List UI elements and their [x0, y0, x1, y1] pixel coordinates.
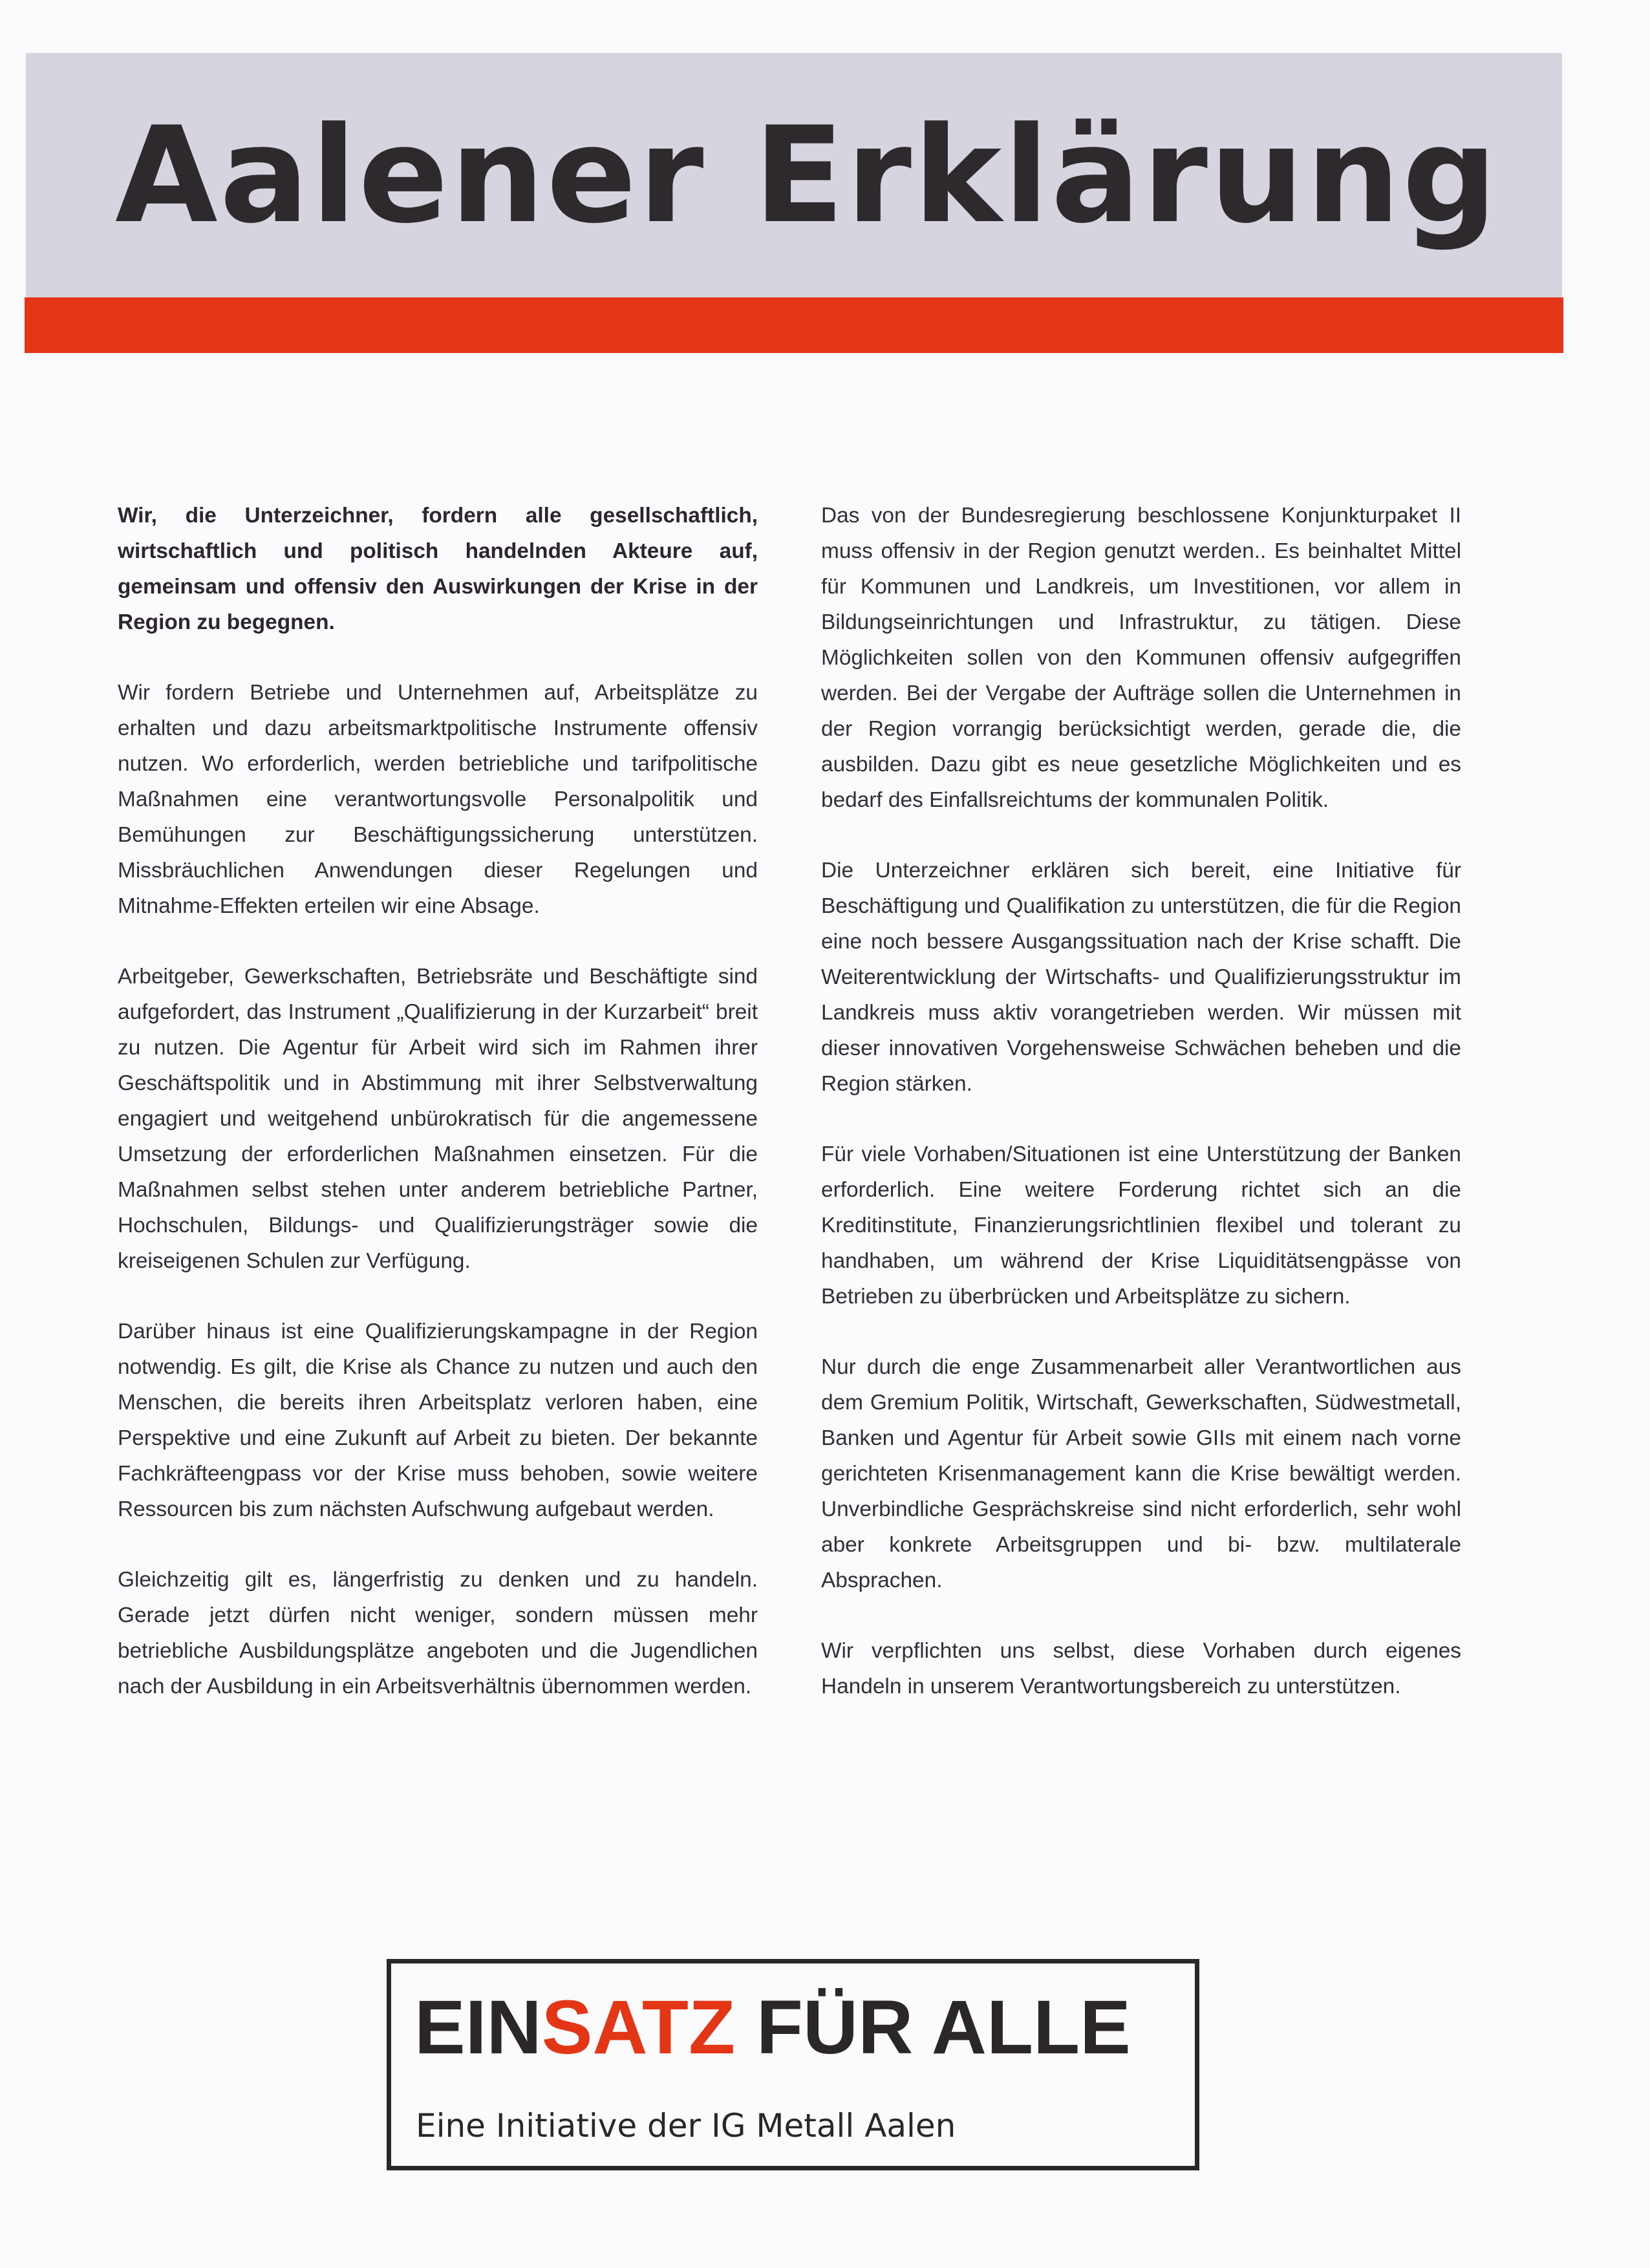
logo-word-satz: SATZ	[541, 1985, 736, 2070]
paragraph-ausbildung: Gleichzeitig gilt es, längerfristig zu denken und zu handeln. Gerade jetzt dürfen nicht weniger, sondern müssen mehr betriebliche Ausbildungsplätze angeboten und die Jugendlichen nach der Ausbildung in ein Arbeitsverhältnis übernommen werden.	[118, 1568, 758, 1698]
logo-word-ein: EIN	[414, 1985, 542, 2070]
paragraph-initiative: Die Unterzeichner erklären sich bereit, eine Initiative für Beschäftigung und Qualifikation zu unterstützen, die für die Region eine noch bessere Ausgangssituation nach der Krise schafft. Die Weiterentwicklung der Wirtschafts- und Qualifizierungsstruktur im Landkreis muss aktiv vorangetrieben werden. Wir müssen mit dieser innovativen Vorgehensweise Schwächen beheben und die Region stärken.	[821, 859, 1461, 1096]
paragraph-zusammenarbeit: Nur durch die enge Zusammenarbeit aller Verantwortlichen aus dem Gremium Politik, Wirtschaft, Gewerkschaften, Südwestmetall, Banken und Agentur für Arbeit sowie GIIs mit einem nach vorne gerichteten Krisenmanagement kann die Krise bewältigt werden. Unverbindliche Gesprächskreise sind nicht erforderlich, sehr wohl aber konkrete Arbeitsgruppen und bi- bzw. multilaterale Absprachen.	[821, 1355, 1461, 1592]
red-accent-bar	[25, 297, 1563, 353]
intro-paragraph: Wir, die Unterzeichner, fordern alle gesellschaftlich, wirtschaftlich und politisch handelnden Akteure auf, gemeinsam und offensiv den Auswirkungen der Krise in der Region zu begegnen.	[118, 504, 758, 634]
left-column	[118, 498, 758, 1739]
logo-subtitle: Eine Initiative der IG Metall Aalen	[416, 2107, 956, 2145]
initiative-logo	[387, 1959, 1199, 2170]
right-column	[821, 498, 1461, 1739]
paragraph-betriebe: Wir fordern Betriebe und Unternehmen auf, Arbeitsplätze zu erhalten und dazu arbeitsmarktpolitische Instrumente offensiv nutzen. Wo erforderlich, werden betriebliche und tarifpolitische Maßnahmen eine verantwortungsvolle Personalpolitik und Bemühungen zur Beschäftigungssicherung unterstützen. Missbräuchlichen Anwendungen dieser Regelungen und Mitnahme-Effekten erteilen wir eine Absage.	[118, 681, 758, 918]
logo-wordmark	[414, 1985, 1131, 2070]
paragraph-qualifizierungskampagne: Darüber hinaus ist eine Qualifizierungskampagne in der Region notwendig. Es gilt, die Krise als Chance zu nutzen und auch den Menschen, die bereits ihren Arbeitsplatz verloren haben, eine Perspektive und eine Zukunft auf Arbeit zu bieten. Der bekannte Fachkräfteengpass vor der Krise muss behoben, sowie weitere Ressourcen bis zum nächsten Aufschwung aufgebaut werden.	[118, 1320, 758, 1521]
paragraph-verpflichtung: Wir verpflichten uns selbst, diese Vorhaben durch eigenes Handeln in unserem Verantwortungsbereich zu unterstützen.	[821, 1639, 1461, 1698]
page-title: Aalener Erklärung	[115, 99, 1499, 253]
paragraph-kurzarbeit: Arbeitgeber, Gewerkschaften, Betriebsräte und Beschäftigte sind aufgefordert, das Instrument „Qualifizierung in der Kurzarbeit“ breit zu nutzen. Die Agentur für Arbeit wird sich im Rahmen ihrer Geschäftspolitik und in Abstimmung mit ihrer Selbstverwaltung engagiert und weitgehend unbürokratisch für die angemessene Umsetzung der erforderlichen Maßnahmen einsetzen. Für die Maßnahmen selbst stehen unter anderem betriebliche Partner, Hochschulen, Bildungs- und Qualifizierungsträger sowie die kreiseigenen Schulen zur Verfügung.	[118, 965, 758, 1273]
paragraph-banken: Für viele Vorhaben/Situationen ist eine Unterstützung der Banken erforderlich. Eine weitere Forderung richtet sich an die Kreditinstitute, Finanzierungsrichtlinien flexibel und tolerant zu handhaben, um während der Krise Liquiditätsengpässe von Betrieben zu überbrücken und Arbeitsplätze zu sichern.	[821, 1142, 1461, 1309]
paragraph-konjunkturpaket: Das von der Bundesregierung beschlossene Konjunkturpaket II muss offensiv in der Region genutzt werden.. Es beinhaltet Mittel für Kommunen und Landkreis, um Investitionen, vor allem in Bildungseinrichtungen und Infrastruktur, zu tätigen. Diese Möglichkeiten sollen von den Kommunen offensiv aufgegriffen werden. Bei der Vergabe der Aufträge sollen die Unternehmen in der Region vorrangig berücksichtigt werden, gerade die, die ausbilden. Dazu gibt es neue gesetzliche Möglichkeiten und es bedarf des Einfallsreichtums der kommunalen Politik.	[821, 504, 1461, 812]
logo-word-fuer-alle: FÜR ALLE	[735, 1985, 1131, 2070]
